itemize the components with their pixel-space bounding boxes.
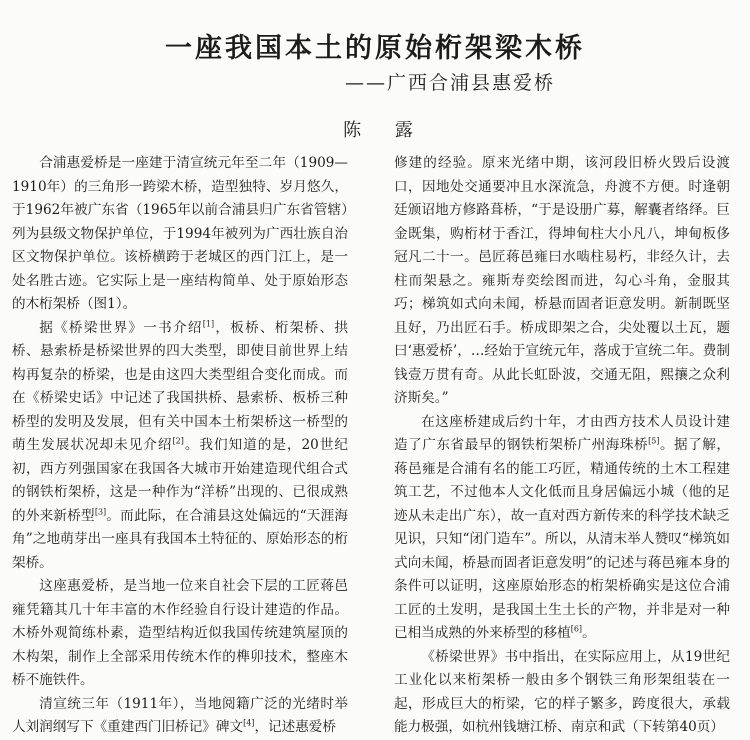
paragraph: 这座惠爱桥，是当地一位来自社会下层的工匠蒋邑雍凭籍其几十年丰富的木作经验自行设计建造的作品。木桥外观简练朴素，造型结构近似我国传统建筑屋顶的木构架，制作上全部采用传统木作的榫卯技术，整座木桥不施铁件。 [12,578,348,688]
article-author: 陈 露 [343,120,427,141]
paragraph: 合浦惠爱桥是一座建于清宣统元年至二年（1909—1910年）的三角形一跨梁木桥，造型独特、岁月悠久，于1962年被广东省（1965年以前合浦县归广东省管辖）列为县级文物保护单位，于1994年被列为广西壮族自治区文物保护单位。该桥横跨于老城区的西门江上，是一处名胜古迹。它实际上是一座结构简单、处于原始形态的木桁架桥（图1）。 [12,155,348,312]
citation-mark: [5] [648,436,660,446]
citation-mark: [2] [172,436,184,446]
article-subtitle: ——广西合浦县惠爱桥 [344,72,555,94]
paragraph: 据《桥梁世界》一书介绍[1]，板桥、桁架桥、拱桥、悬索桥是桥梁世界的四大类型，即使目前世界上结构再复杂的桥梁，也是由这四大类型组合变化而成。而在《桥梁史话》中记述了我国拱桥、悬索桥、板桥三种桥型的发明及发展，但有关中国本土桁架桥这一桥型的萌生发展状况却未见介绍[2]。我们知道的是，20世纪初，西方列强国家在我国各大城市开始建造现代组合式的钢铁桁架桥，这是一种作为“洋桥”出现的、已很成熟的外来新桥型[3]。而此际，在合浦县这处偏远的“天涯海角”之地萌芽出一座具有我国本土特征的、原始形态的桁架桥。 [12,318,349,571]
left-column [12,152,349,735]
citation-mark: [4] [243,718,255,728]
citation-mark: [3] [94,506,107,516]
paragraph: 修建的经验。原来光绪中期，该河段旧桥火毁后设渡口，因地处交通要冲且水深流急，舟渡不方便。时逢朝廷颁诏地方修路葺桥，“于是设册广募，解囊者络绎。巨金既集，购桁材于香江，得坤甸柱大小凡八，坤甸板侈冠凡二十一。邑匠蒋邑雍曰水啮柱易朽，非经久计，去柱而架悬之。雍斯寿奕绘图而进，勾心斗角，金服其巧；梯筑如式向未闻，桥悬而固者讵意发明。新制既坚且好，乃出匠石手。桥成即架之合，尖处覆以土瓦，题曰‘惠爱桥’，…经始于宣统元年，落成于宣统二年。费制钱壹万贯有奇。从此长虹卧波，交通无阻，熙攘之众利济斯矣。” [394,155,730,406]
paragraph: 清宣统三年（1911年），当地阅籍广泛的光绪时举人刘润纲写下《重建西门旧桥记》碑文[4]，记述惠爱桥 [12,695,348,735]
paragraph: 在这座桥建成后约十年，才由西方技术人员设计建造了广东省最早的钢铁桁架桥广州海珠桥[5]。据了解，蒋邑雍是合浦有名的能工巧匠，精通传统的土木工程建筑工艺，不过他本人文化低而且身居偏远小城（他的足迹从未走出广东），故一直对西方新传来的科学技术缺乏见识，只知“闭门造车”。所以，从清末举人赞叹“梯筑如式向未闻，桥悬而固者讵意发明”的记述与蒋邑雍本身的条件可以证明，这座原始形态的桁架桥确实是这位合浦工匠的土发明，是我国土生土长的产物，并非是对一种已相当成熟的外来桥型的移植[6]。 [394,413,730,641]
paragraph: 《桥梁世界》书中指出，在实际应用上，从19世纪工业化以来桁架桥一般由多个钢铁三角形架组装在一起，形成巨大的桁梁，它的样子繁多，跨度很大，承载能力极强，如杭州钱塘江桥、南京和武（下转第40页） [394,648,730,735]
citation-mark: [1] [202,318,215,328]
article-title: 一座我国本土的原始桁架梁木桥 [165,33,585,64]
citation-mark: [6] [570,624,583,634]
right-column [394,152,730,735]
